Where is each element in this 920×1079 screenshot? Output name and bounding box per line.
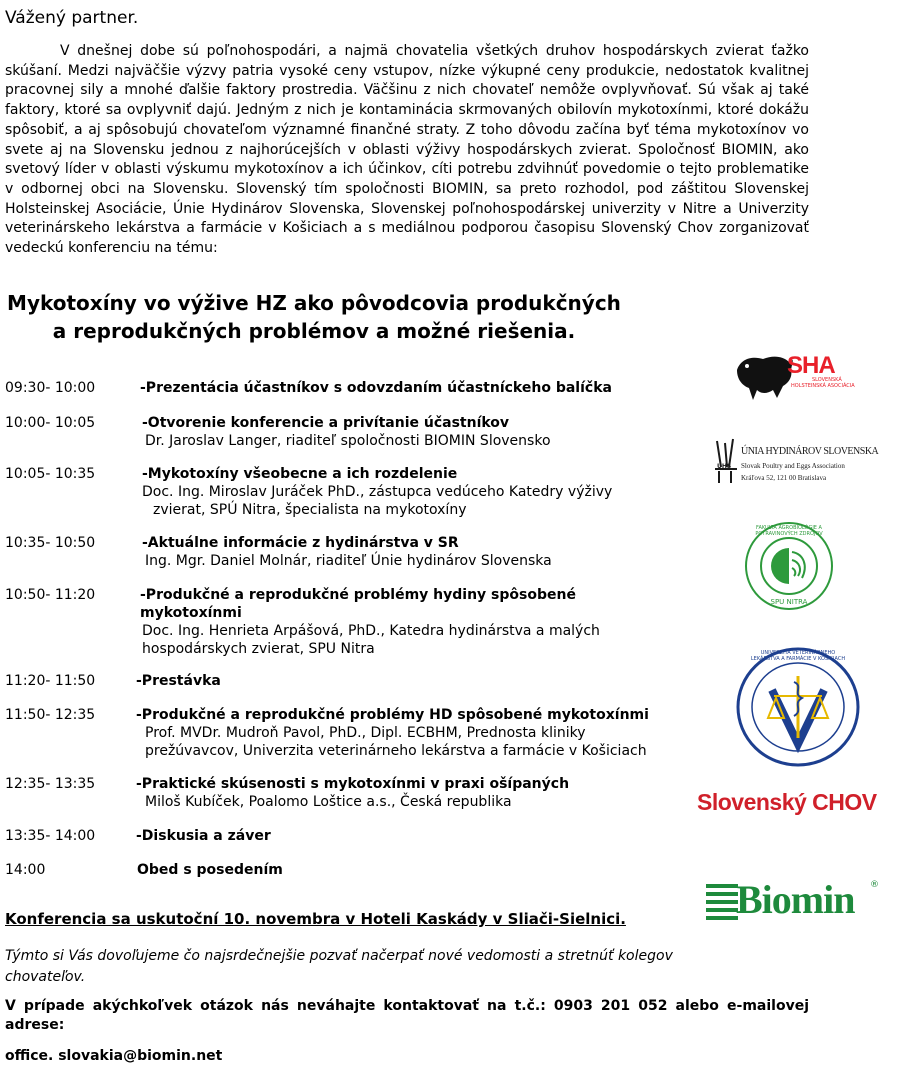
intro-text: V dnešnej dobe sú poľnohospodári, a najmä chovatelia všetkých druhov hospodárskych zvierat ťažko skúšaní. Medzi najväčšie výzvy patria vysoké ceny vstupov, nízke výkupné ceny produkcie, nedostatok kvalitnej pracovnej sily a mnohé ďalšie faktory prostredia. Väčšinu z nich chovateľ nemôže ovplyvňovať. Sú však aj také faktory, ktoré sa ovplyvniť dajú. Jedným z nich je kontaminácia skrmovaných obilovín mykotoxínmi, ktoré dokážu spôsobiť, a aj spôsobujú chovateľom významné finančné straty. Z toho dôvodu začína byť téma mykotoxínov vo svete aj na Slovensku jednou z najhorúcejších v oblasti výživy hospodárskych zvierat. Spoločnosť BIOMIN, ako svetový líder v oblasti výskumu mykotoxínov a ich účinkov, cíti potrebu zdvihnúť povedomie o tejto problematike v odbornej obci na Slovensku. Slovenský tím spoločnosti BIOMIN, sa preto rozhodol, pod záštitou Slovenskej Holsteinskej Asociácie, Únie Hydinárov Slovenska, Slovenskej poľnohospodárskej univerzity v Nitre a Univerzity veterinárskeho lekárstva a farmácie v Košiciach a s mediálnou podporou časopisu Slovenský Chov zorganizovať vedeckú konferenciu na tému: — [5, 43, 809, 257]
uvlf-logo — [734, 646, 862, 768]
venue-info: Konferencia sa uskutoční 10. novembra v Hoteli Kaskády v Sliači-Sielnici. — [5, 910, 626, 928]
program-speaker: Doc. Ing. Miroslav Juráček PhD., zástupca vedúceho Katedry výživy — [142, 484, 613, 500]
sha-abbr: SHA — [787, 352, 835, 379]
uhs-logo — [711, 437, 879, 489]
uhs-line2: Slovak Poultry and Eggs Association — [741, 462, 845, 470]
program-title-continued: mykotoxínmi — [140, 605, 242, 621]
uvlf-ring-text: UNIVERZITA VETERINÁRNEHO LEKÁRSTVA A FARMÁCIE V KOŠICIACH — [750, 650, 846, 662]
program-time: 09:30- 10:00 — [5, 380, 96, 396]
program-title: -Prezentácia účastníkov s odovzdaním účastníckeho balíčka — [140, 380, 612, 396]
program-time: 10:00- 10:05 — [5, 415, 96, 431]
program-title: -Produkčné a reprodukčné problémy hydiny spôsobené — [140, 587, 576, 603]
program-time: 10:05- 10:35 — [5, 466, 96, 482]
contact-text: V prípade akýchkoľvek otázok nás neváhajte kontaktovať na t.č.: 0903 201 052 alebo e-mailovej adrese: — [5, 998, 809, 1033]
program-time: 10:50- 11:20 — [5, 587, 96, 603]
uhs-abbr: UHS — [717, 463, 732, 470]
sha-line1: SLOVENSKÁ — [812, 377, 842, 383]
program-time: 11:20- 11:50 — [5, 673, 96, 689]
conference-title-line2: a reprodukčných problémov a možné riešenia. — [52, 319, 576, 343]
program-speaker: Miloš Kubíček, Poalomo Loštice a.s., Česká republika — [145, 794, 512, 810]
program-time: 14:00 — [5, 862, 46, 878]
program-time: 10:35- 10:50 — [5, 535, 96, 551]
program-speaker: Prof. MVDr. Mudroň Pavol, PhD., Dipl. ECBHM, Prednosta kliniky — [145, 725, 586, 741]
contact-email: office. slovakia@biomin.net — [5, 1048, 223, 1064]
program-title: -Produkčné a reprodukčné problémy HD spôsobené mykotoxínmi — [136, 707, 649, 723]
sha-line2: HOLSTEINSKÁ ASOCIÁCIA — [791, 383, 855, 389]
intro-paragraph — [5, 42, 809, 259]
program-title: -Otvorenie konferencie a privítanie účastníkov — [142, 415, 510, 431]
uvlf-emblem-icon — [734, 646, 862, 768]
sha-logo — [733, 350, 853, 405]
conference-title-line1: Mykotoxíny vo výžive HZ ako pôvodcovia produkčných — [7, 291, 621, 315]
program-speaker: hospodárskych zvierat, SPU Nitra — [142, 641, 375, 657]
program-title: -Prestávka — [136, 673, 221, 689]
invitation-text: Týmto si Vás dovoľujeme čo najsrdečnejšie pozvať načerpať nové vedomosti a stretnúť kolegov chovateľov. — [5, 948, 673, 985]
program-title: -Mykotoxíny všeobecne a ich rozdelenie — [142, 466, 458, 482]
uhs-bird-icon — [711, 437, 741, 487]
program-speaker: Dr. Jaroslav Langer, riaditeľ spoločnosti BIOMIN Slovensko — [145, 433, 551, 449]
conference-title — [0, 289, 628, 345]
biomin-stripes-icon — [706, 884, 738, 920]
spu-logo — [744, 520, 834, 612]
program-speaker: zvierat, SPÚ Nitra, špecialista na mykotoxíny — [153, 502, 467, 518]
spu-bottom-text: SPU NITRA — [770, 598, 808, 606]
program-title: -Diskusia a záver — [136, 828, 271, 844]
uhs-line1: ÚNIA HYDINÁROV SLOVENSKA — [741, 446, 879, 457]
biomin-registered-mark: ® — [870, 880, 879, 890]
program-speaker: prežúvavcov, Univerzita veterinárneho lekárstva a farmácie v Košiciach — [145, 743, 647, 759]
program-title: -Aktuálne informácie z hydinárstva v SR — [142, 535, 459, 551]
program-time: 13:35- 14:00 — [5, 828, 96, 844]
biomin-logo — [706, 877, 906, 922]
slovensky-chov-logo: Slovenský CHOV — [697, 789, 877, 815]
biomin-wordmark: Biomin — [736, 877, 855, 922]
program-title: -Praktické skúsenosti s mykotoxínmi v praxi ošípaných — [136, 776, 570, 792]
greeting: Vážený partner. — [5, 8, 139, 28]
program-speaker: Doc. Ing. Henrieta Arpášová, PhD., Katedra hydinárstva a malých — [142, 623, 600, 639]
program-title: Obed s posedením — [137, 862, 283, 878]
program-time: 11:50- 12:35 — [5, 707, 96, 723]
uhs-line3: Kráľova 52, 121 00 Bratislava — [741, 474, 827, 482]
spu-ring-text: FAKULTA AGROBIOLÓGIE A POTRAVINOVÝCH ZDROJOV — [755, 525, 823, 537]
program-speaker: Ing. Mgr. Daniel Molnár, riaditeľ Únie hydinárov Slovenska — [145, 553, 552, 569]
program-time: 12:35- 13:35 — [5, 776, 96, 792]
